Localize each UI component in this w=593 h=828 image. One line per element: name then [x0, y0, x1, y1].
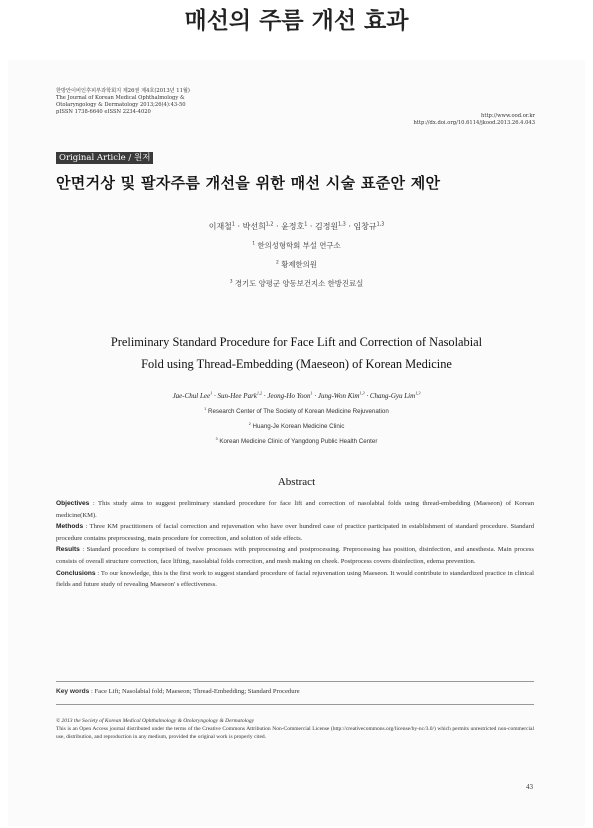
affiliation-text: Huang-Je Korean Medicine Clinic — [252, 423, 345, 430]
affiliation-text: Research Center of The Society of Korean Medicine Rejuvenation — [207, 408, 389, 415]
author-sup: 1,3 — [359, 390, 365, 396]
section-text: : This study aims to suggest preliminary standard procedure for face lift and correction of nasolabial folds using thread-embedding (Maeseon) of Korean medicine(KM). — [56, 500, 534, 519]
english-affiliation — [0, 423, 593, 430]
journal-meta-line: The Journal of Korean Medical Ophthalmology & — [56, 95, 185, 101]
abstract-methods — [56, 521, 534, 544]
author-separator: · — [345, 222, 354, 231]
journal-url-link[interactable]: http://www.ood.or.kr — [481, 113, 535, 119]
affiliation-number: 3 — [215, 436, 218, 441]
english-affiliation — [0, 438, 593, 445]
abstract-conclusions — [56, 568, 534, 591]
author-name: 이재철 — [208, 222, 232, 231]
author-sup: 1 — [210, 390, 213, 396]
author-name: 박선희 — [242, 222, 266, 231]
section-text: : Standard procedure is comprised of twelve processes with preprocessing and postprocessing. Preprocessing has position, disinfection, and anesthesia. Main process consists of overall structure correction, face lifting, nasolabial folds correction, and mesh making on cheek. Postprocess covers disinfection, edema prevention. — [56, 546, 534, 565]
author-name: Sun-Hee Park — [217, 392, 257, 400]
section-text: : To our knowledge, this is the first work to suggest standard procedure of facial rejuvenation using Maeseon. It would contribute to standardized practice in clinical fields and future study of revealing Maeseon' s effectiveness. — [56, 569, 534, 589]
affiliation-number: 1 — [204, 406, 207, 411]
affiliation-text: 한의성형학회 부설 연구소 — [257, 241, 341, 250]
author-name: Jeong-Ho Yoon — [267, 392, 311, 400]
author-name: Jae-Chul Lee — [172, 392, 211, 400]
journal-meta — [56, 88, 190, 116]
author-separator: · — [273, 222, 282, 231]
journal-links — [413, 113, 535, 127]
divider — [56, 681, 534, 682]
keywords-label: Key words — [56, 688, 90, 695]
english-title-line: Preliminary Standard Procedure for Face Lift and Correction of Nasolabial — [110, 335, 483, 349]
affiliation-number: 2 — [248, 421, 251, 426]
english-affiliation — [0, 408, 593, 415]
abstract-body — [56, 498, 534, 591]
abstract-objectives — [56, 498, 534, 521]
license-block — [56, 717, 534, 742]
affiliation-text: Korean Medicine Clinic of Yangdong Public Health Center — [219, 438, 378, 445]
author-separator: · — [212, 392, 218, 400]
journal-meta-line: pISSN 1738-6640 eISSN 2234-4020 — [56, 109, 151, 115]
english-authors — [0, 392, 593, 400]
section-text: : Three KM practitioners of facial correction and rejuvenation who have over hundred case of practice participated in establishment of standard procedure. Standard procedure contains preprocessing, main procedure for correction, and solution of side effects. — [56, 523, 534, 542]
korean-title: 안면거상 및 팔자주름 개선을 위한 매선 시술 표준안 제안 — [56, 174, 441, 192]
section-label: Methods — [56, 523, 84, 531]
author-name: 임창규 — [353, 222, 377, 231]
author-sup: 1 — [310, 390, 313, 396]
abstract-heading: Abstract — [277, 476, 316, 488]
affiliation-number: 1 — [252, 241, 256, 247]
affiliation-number: 3 — [229, 279, 233, 285]
english-title-line: Fold using Thread-Embedding (Maeseon) of Korean Medicine — [141, 357, 452, 371]
author-sup: 1 — [304, 222, 308, 228]
author-sup: 1 — [231, 222, 235, 228]
author-sup: 1,2 — [265, 222, 274, 228]
korean-affiliation — [0, 240, 593, 251]
author-name: 김정원 — [314, 222, 339, 231]
abstract-results — [56, 544, 534, 567]
copyright-line: © 2013 the Society of Korean Medical Ophthalmology & Otolaryngology & Dermatology — [56, 718, 255, 724]
affiliation-number: 2 — [276, 260, 279, 266]
license-text: This is an Open Access journal distributed under the terms of the Creative Commons Attribution Non-Commercial License (http://creativecommons.org/license/by-nc/3.0/) which permits unrestricted non-commercial use, distribution, and reproduction in any medium, provided the original work is properly cited. — [56, 726, 534, 741]
korean-affiliation — [0, 259, 593, 270]
author-sup: 1,3 — [376, 222, 385, 228]
author-separator: · — [307, 222, 315, 231]
keywords-text: : Face Lift; Nasolabial fold; Maeseon; Thread-Embedding; Standard Procedure — [89, 688, 300, 695]
korean-affiliation — [0, 278, 593, 289]
author-name: Jung-Won Kim — [317, 392, 360, 400]
journal-meta-line: 한방안이비인후피부과학회지 제26권 제4호(2013년 11월) — [56, 88, 190, 94]
author-name: Chang-Gyu Lim — [369, 392, 416, 400]
author-separator: · — [262, 392, 268, 400]
banner-title: 매선의 주름 개선 효과 — [184, 8, 409, 34]
affiliation-text: 경기도 양평군 양동보건지소 한방진료실 — [234, 279, 364, 288]
korean-authors — [0, 221, 593, 232]
doi-link[interactable]: http://dx.doi.org/10.6114/jkood.2013.26.4.043 — [413, 120, 535, 126]
divider — [56, 704, 534, 705]
keywords — [56, 688, 300, 695]
author-name: 윤정호 — [281, 222, 305, 231]
english-title — [0, 331, 593, 375]
author-separator: · — [312, 392, 318, 400]
section-label: Results — [56, 546, 80, 554]
author-sup: 1,3 — [338, 222, 346, 228]
section-label: Conclusions — [56, 569, 96, 577]
page-number: 43 — [526, 783, 533, 791]
author-sup: 1,2 — [256, 390, 263, 396]
author-sup: 1,3 — [415, 390, 421, 396]
section-label: Objectives — [56, 500, 90, 507]
author-separator: · — [234, 222, 243, 231]
article-type-badge: Original Article / 원저 — [56, 152, 153, 164]
author-separator: · — [364, 392, 370, 400]
journal-meta-line: Otolaryngology & Dermatology 2013;26(4):43-50 — [56, 102, 186, 108]
affiliation-text: 황제한의원 — [281, 260, 317, 269]
